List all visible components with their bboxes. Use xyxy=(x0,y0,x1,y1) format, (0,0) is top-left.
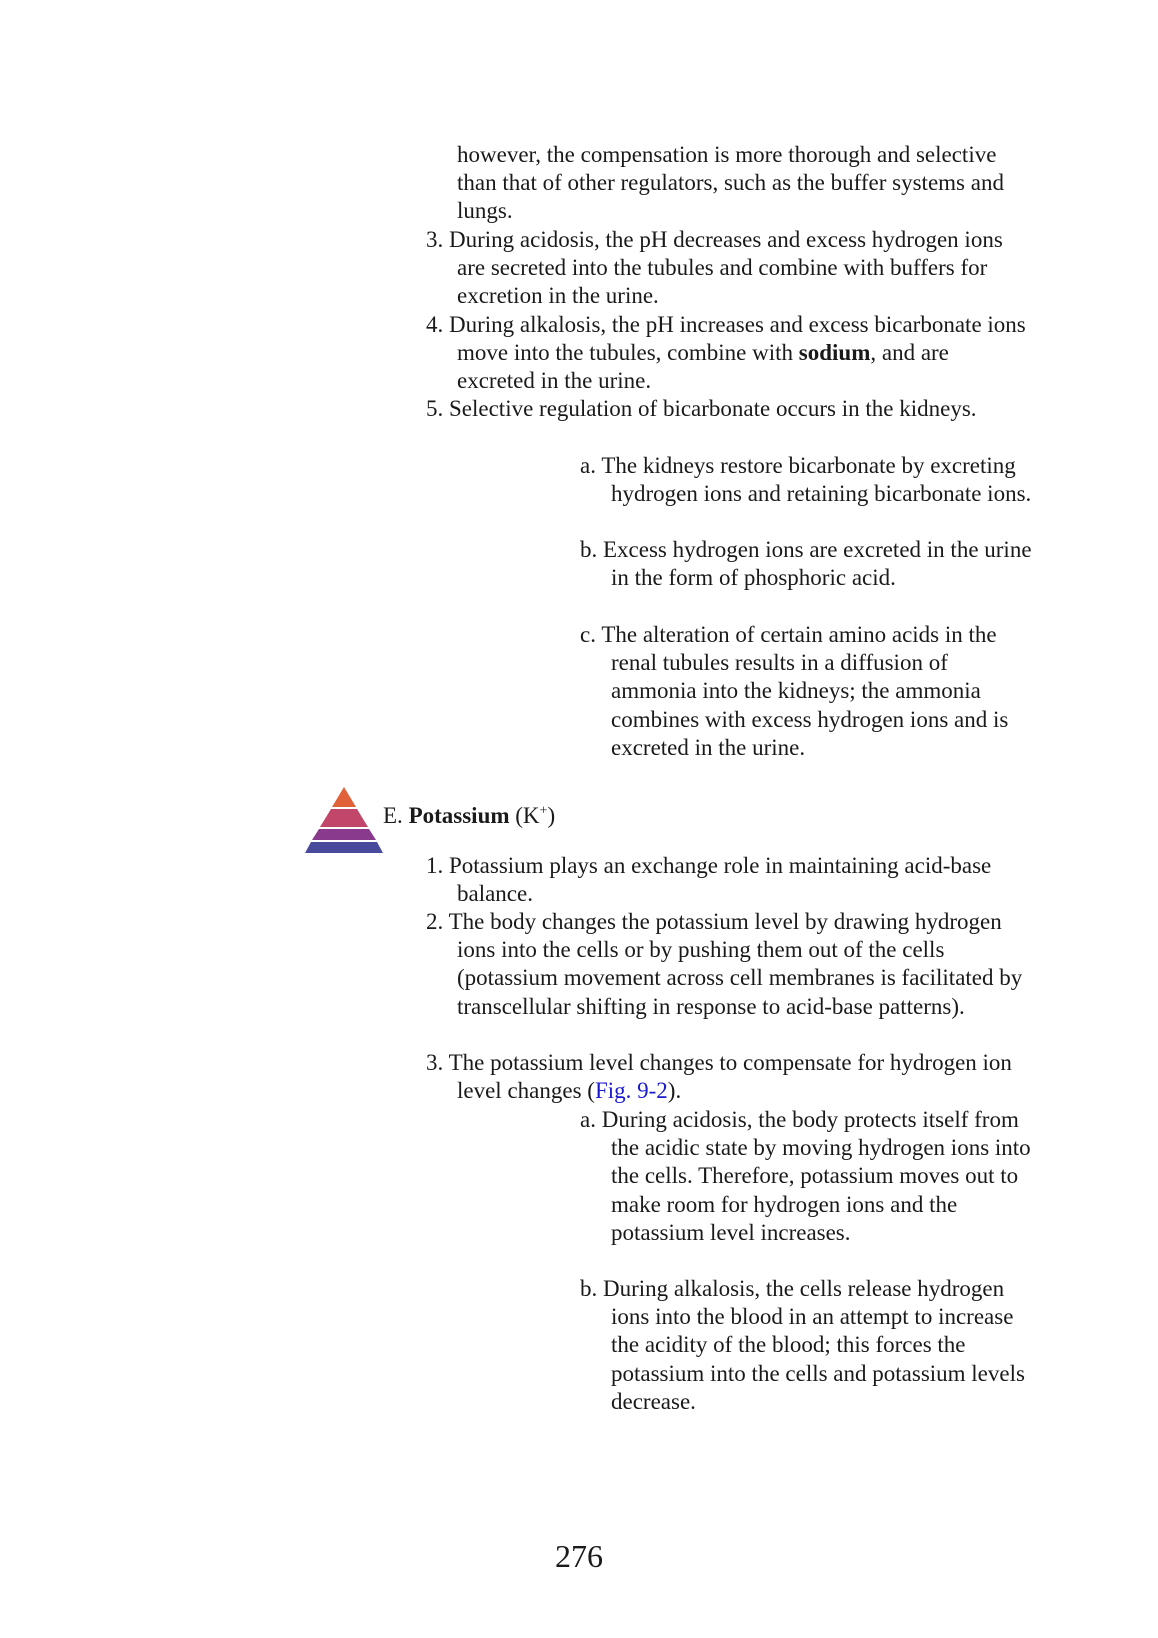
pyramid-tier-3 xyxy=(312,829,376,840)
continuation-text: however, the compensation is more thorough and selective than that of other regulators, such as the buffer systems and lungs. xyxy=(457,142,1004,224)
list-item-text-end: , and are excreted in the urine. xyxy=(457,340,949,394)
list-item-text: Excess hydrogen ions are excreted in the urine in the form of phosphoric acid. xyxy=(603,537,1032,591)
list-marker: a. xyxy=(580,453,596,478)
list-marker: a. xyxy=(580,1107,596,1132)
list-marker: 5. xyxy=(426,396,444,421)
list-item-text: During alkalosis, the cells release hydrogen ions into the blood in an attempt to increase the acidity of the blood; this forces the potassium into the cells and potassium levels decrease. xyxy=(603,1276,1025,1414)
list-item-d5 xyxy=(426,395,1027,423)
section-marker: E. xyxy=(383,803,403,828)
list-item-text-end: ). xyxy=(667,1078,682,1104)
list-item-text: The kidneys restore bicarbonate by excreting hydrogen ions and retaining bicarbonate ions. xyxy=(601,453,1032,507)
list-item-text: The potassium level changes to compensate for hydrogen ion level changes ( xyxy=(448,1050,1012,1104)
sub-item-e3a xyxy=(580,1106,1036,1247)
list-item-d3 xyxy=(426,226,1027,311)
list-item-text: During acidosis, the body protects itself from the acidic state by moving hydrogen ions into the cells. Therefore, potassium moves out to make room for hydrogen ions and the potassium level increases. xyxy=(601,1107,1031,1245)
list-marker: 2. xyxy=(426,909,444,934)
list-marker: c. xyxy=(580,622,596,647)
sub-item-d5c xyxy=(580,621,1036,762)
list-marker: b. xyxy=(580,1276,598,1301)
list-item-text: The body changes the potassium level by drawing hydrogen ions into the cells or by pushing them out of the cells (potassium movement across cell membranes is facilitated by transcellular shifting in response to acid-base patterns). xyxy=(448,909,1023,1019)
sub-item-e3b xyxy=(580,1275,1036,1416)
list-marker: 3. xyxy=(426,227,444,252)
symbol-superscript: + xyxy=(539,803,548,819)
pyramid-icon xyxy=(304,785,384,855)
list-item-text: The alteration of certain amino acids in the renal tubules results in a diffusion of ammonia into the kidneys; the ammonia combines with excess hydrogen ions and is excreted in the urine. xyxy=(601,622,1009,760)
sub-item-d5b xyxy=(580,536,1036,592)
list-item-text: During alkalosis, the pH increases and excess bicarbonate ions move into the tubules, combine with xyxy=(449,312,1026,366)
list-marker: 3. xyxy=(426,1050,444,1075)
list-marker: b. xyxy=(580,537,598,562)
list-item-e2 xyxy=(426,908,1027,1021)
figure-link[interactable]: Fig. 9-2 xyxy=(594,1078,668,1104)
bold-term-sodium: sodium xyxy=(798,340,871,366)
pyramid-tier-2 xyxy=(320,809,368,827)
list-item-text: Potassium plays an exchange role in maintaining acid-base balance. xyxy=(449,853,992,907)
list-marker: 1. xyxy=(426,853,444,878)
pyramid-tier-1 xyxy=(332,787,356,807)
list-marker: 4. xyxy=(426,312,444,337)
section-heading-potassium xyxy=(383,802,555,830)
list-item-text: Selective regulation of bicarbonate occurs in the kidneys. xyxy=(449,396,977,421)
list-item-text: During acidosis, the pH decreases and excess hydrogen ions are secreted into the tubules and combine with buffers for excretion in the urine. xyxy=(449,227,1003,309)
list-item-e3 xyxy=(426,1049,1027,1105)
symbol-close: ) xyxy=(547,803,556,828)
page-number: 276 xyxy=(555,1538,603,1574)
section-symbol xyxy=(515,803,555,828)
list-item-d4 xyxy=(426,311,1027,396)
sub-item-d5a xyxy=(580,452,1036,508)
section-title: Potassium xyxy=(408,803,510,828)
pyramid-tier-4 xyxy=(305,842,383,853)
list-item-e1 xyxy=(426,852,1027,908)
symbol-open: (K xyxy=(515,803,540,828)
